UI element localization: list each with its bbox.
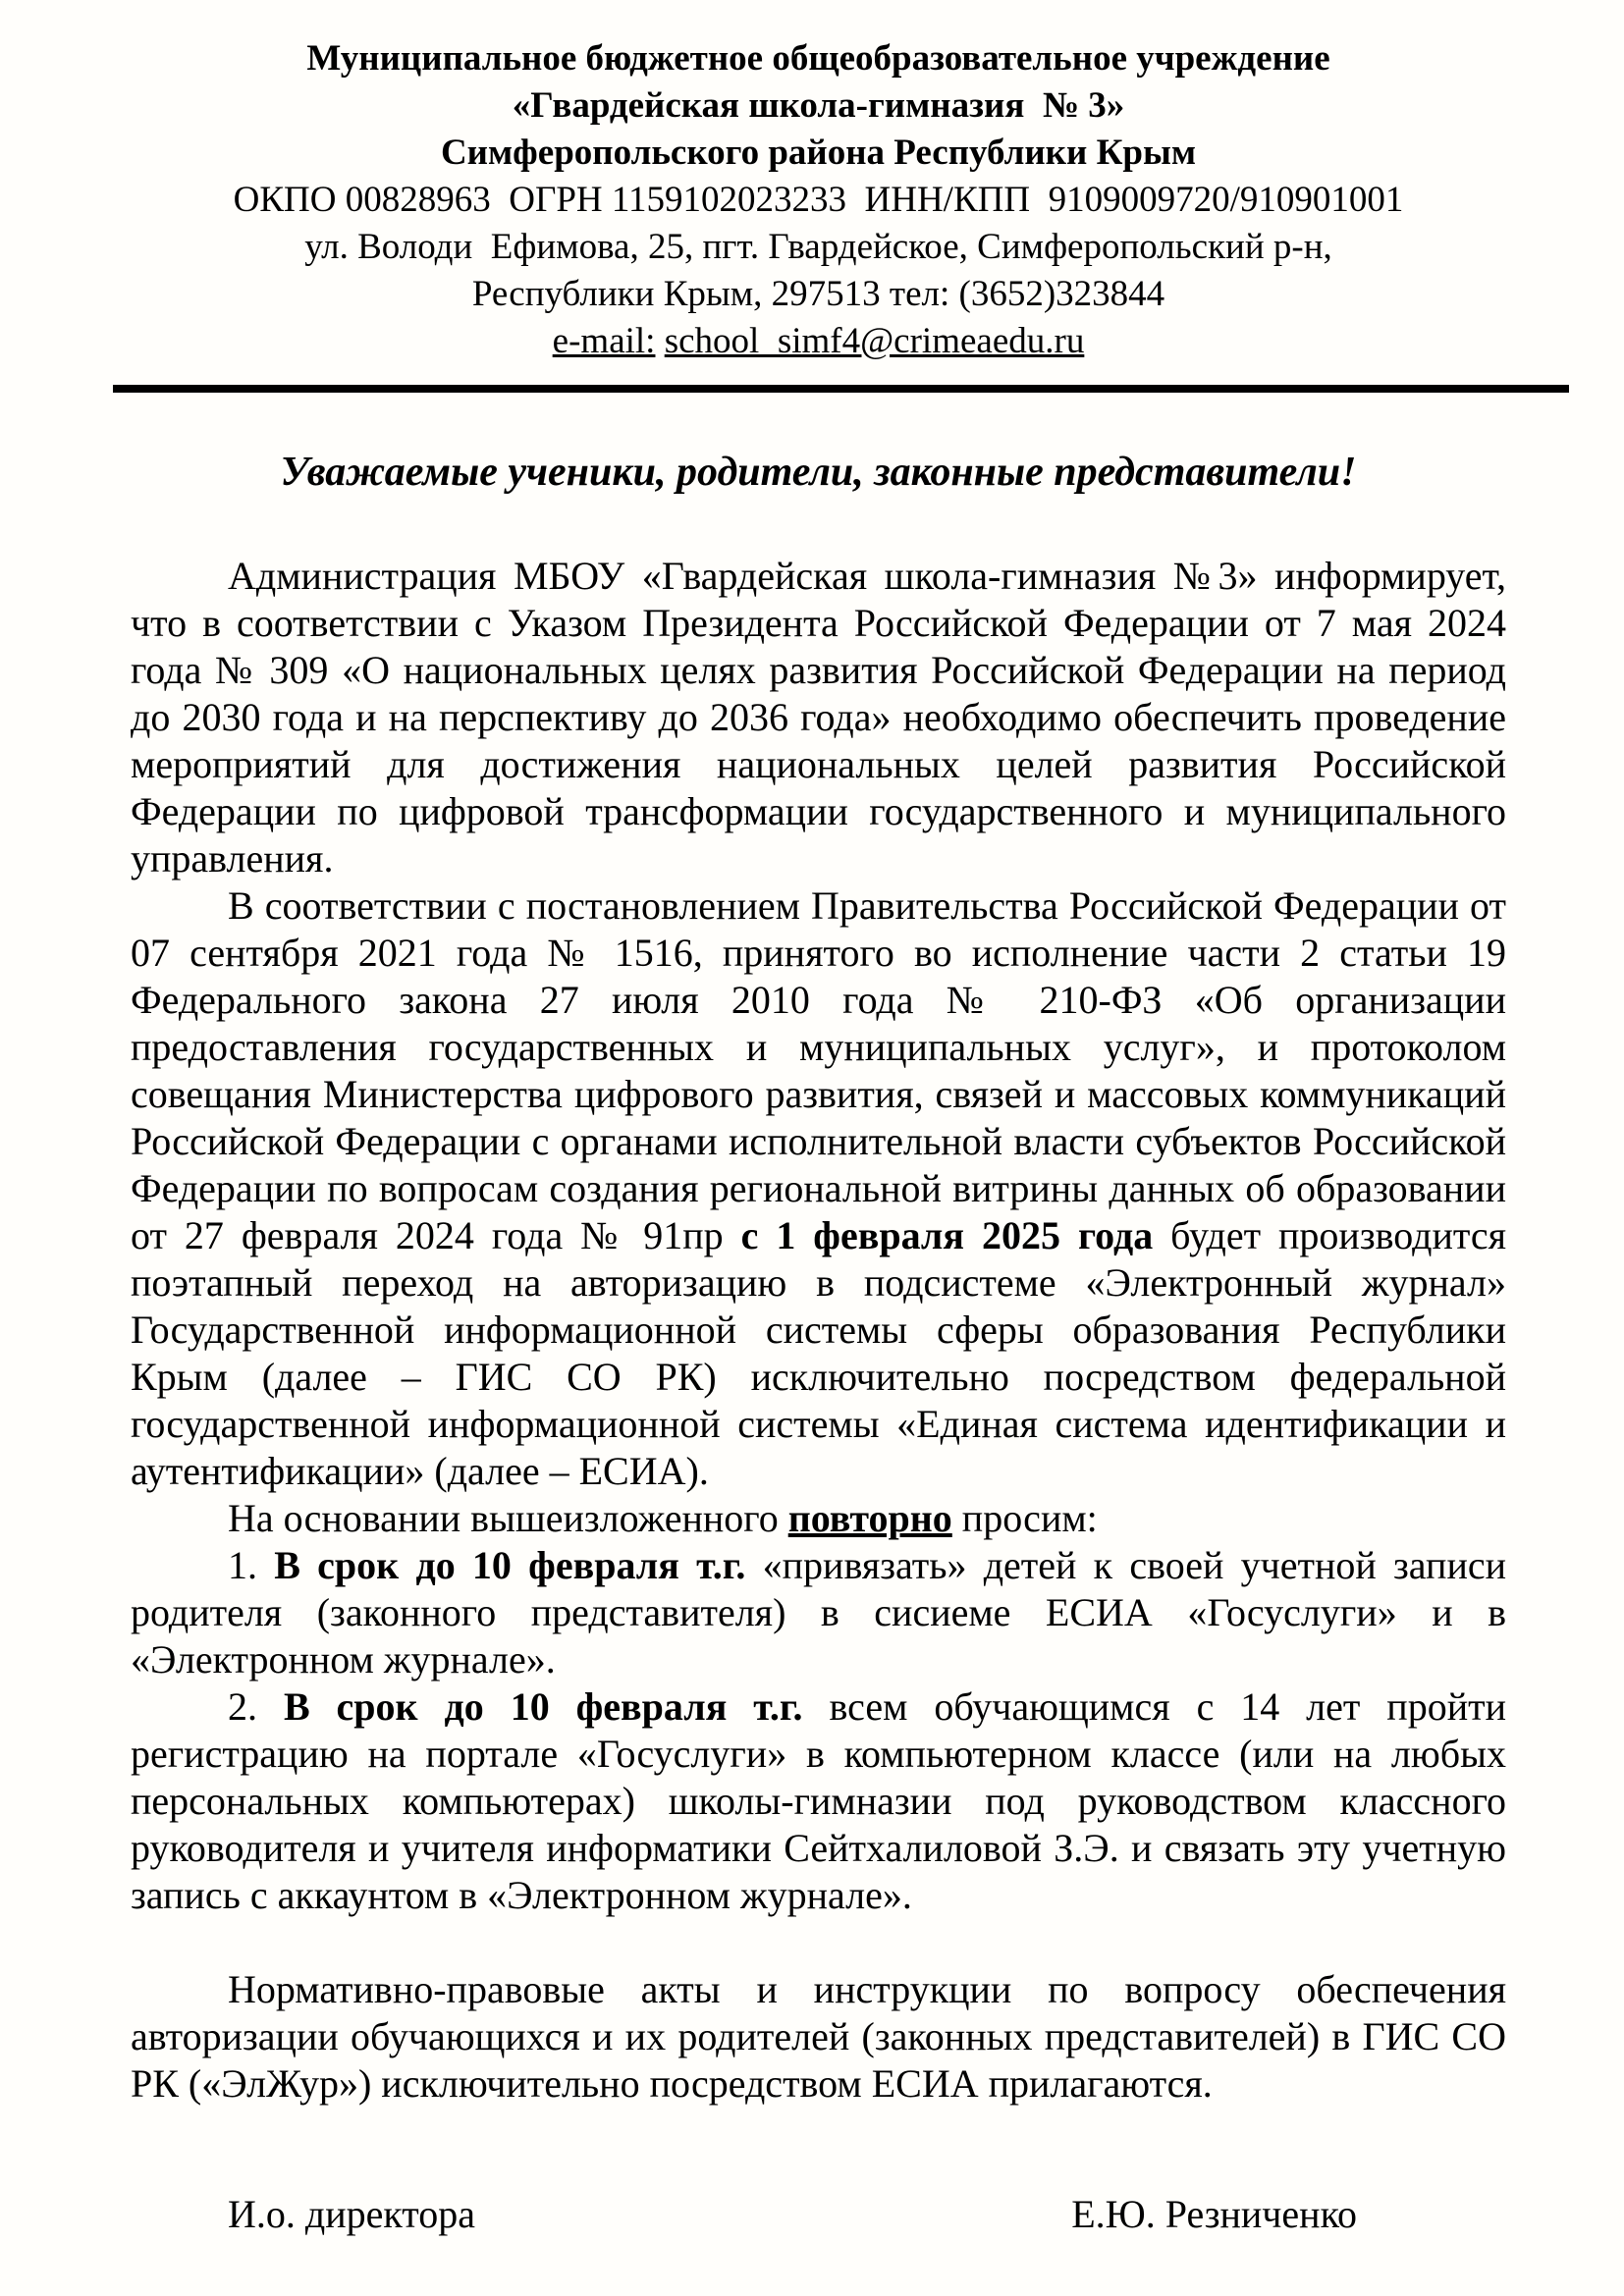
email-link[interactable]: school_simf4@crimeaedu.ru xyxy=(664,321,1085,361)
org-name-line3: Симферопольского района Республики Крым xyxy=(440,133,1197,173)
signature-position: И.о. директора xyxy=(228,2192,476,2236)
org-name-line1: Муниципальное бюджетное общеобразовательное учреждение xyxy=(306,38,1330,79)
request-intro-emphasis: повторно xyxy=(787,1496,952,1540)
paragraph-decree: Администрация МБОУ «Гвардейская школа-гимназия №3» информирует, что в соответствии с Указом Президента Российской Федерации от 7 мая 2024 года № 309 «О национальных целях развития Российской Федерации на период до 2030 года и на перспективу до 2036 года» необходимо обеспечить проведение мероприятий для достижения национальных целей развития Российской Федерации по цифровой трансформации государственного и муниципального управления. xyxy=(131,554,1506,881)
list-item-1-number: 1. xyxy=(228,1543,275,1587)
list-item-2-deadline: В срок до 10 февраля т.г. xyxy=(283,1684,803,1729)
paragraph-resolution-text-end: будет производится поэтапный переход на авторизацию в подсистеме «Электронный журнал» Государственной информационной системы сферы образования Республики Крым (далее – ГИС СО РК) исключительно посредством федеральной государственной информационной системы «Единая система идентификации и аутентификации» (далее – ЕСИА). xyxy=(131,1213,1506,1493)
list-item-2-number: 2. xyxy=(228,1684,284,1729)
email-line xyxy=(131,318,1506,365)
paragraph-request-intro xyxy=(131,1495,1506,1542)
list-item-2-text: всем обучающимся с 14 лет пройти регистрацию на портале «Госуслуги» в компьютерном классе (или на любых персональных компьютерах) школы-гимназии под руководством классного руководителя и учителя информатики Сейтхалиловой З.Э. и связать эту учетную запись с аккаунтом в «Электронном журнале». xyxy=(131,1684,1507,1917)
signature-name: Е.Ю. Резниченко xyxy=(1071,2192,1357,2236)
request-intro-text: На основании вышеизложенного xyxy=(228,1496,788,1540)
signature-row xyxy=(131,2191,1506,2238)
letterhead xyxy=(131,35,1506,365)
list-item-1 xyxy=(131,1542,1506,1683)
header-divider-rule xyxy=(113,385,1569,393)
email-label: e-mail: xyxy=(552,321,656,361)
paragraph-attachments: Нормативно-правовые акты и инструкции по вопросу обеспечения авторизации обучающихся и их родителей (законных представителей) в ГИС СО РК («ЭлЖур») исключительно посредством ЕСИА прилагаются. xyxy=(131,1967,1506,2106)
list-item-1-deadline: В срок до 10 февраля т.г. xyxy=(274,1543,746,1587)
org-name-line2: «Гвардейская школа-гимназия № 3» xyxy=(512,85,1125,126)
request-intro-text-end: просим: xyxy=(951,1496,1098,1540)
org-codes-line: ОКПО 00828963 ОГРН 1159102023233 ИНН/КПП 9109009720/910901001 xyxy=(233,180,1404,220)
letter-body xyxy=(131,553,1506,2108)
list-item-1-text: «привязать» детей к своей учетной записи родителя (законного представителя) в сисиеме ЕСИА «Госуслуги» и в «Электронном журнале». xyxy=(131,1543,1507,1682)
letter-title: Уважаемые ученики, родители, законные представители! xyxy=(280,450,1357,495)
paragraph-resolution xyxy=(131,882,1506,1495)
org-address-line2: Республики Крым, 297513 тел: (3652)323844 xyxy=(471,274,1165,314)
paragraph-resolution-text: В соответствии с постановлением Правительства Российской Федерации от 07 сентября 2021 года № 1516, принятого во исполнение части 2 статьи 19 Федерального закона 27 июля 2010 года № 210-ФЗ «Об организации предоставления государственных и муниципальных услуг», и протоколом совещания Министерства цифрового развития, связей и массовых коммуникаций Российской Федерации с органами исполнительной власти субъектов Российской Федерации по вопросам создания региональной витрины данных об образовании от 27 февраля 2024 года № 91пр xyxy=(131,883,1506,1257)
paragraph-resolution-bold-date: с 1 февраля 2025 года xyxy=(740,1213,1154,1257)
org-address-line1: ул. Володи Ефимова, 25, пгт. Гвардейское, Симферопольский р-н, xyxy=(304,227,1332,267)
list-item-2 xyxy=(131,1683,1506,1919)
